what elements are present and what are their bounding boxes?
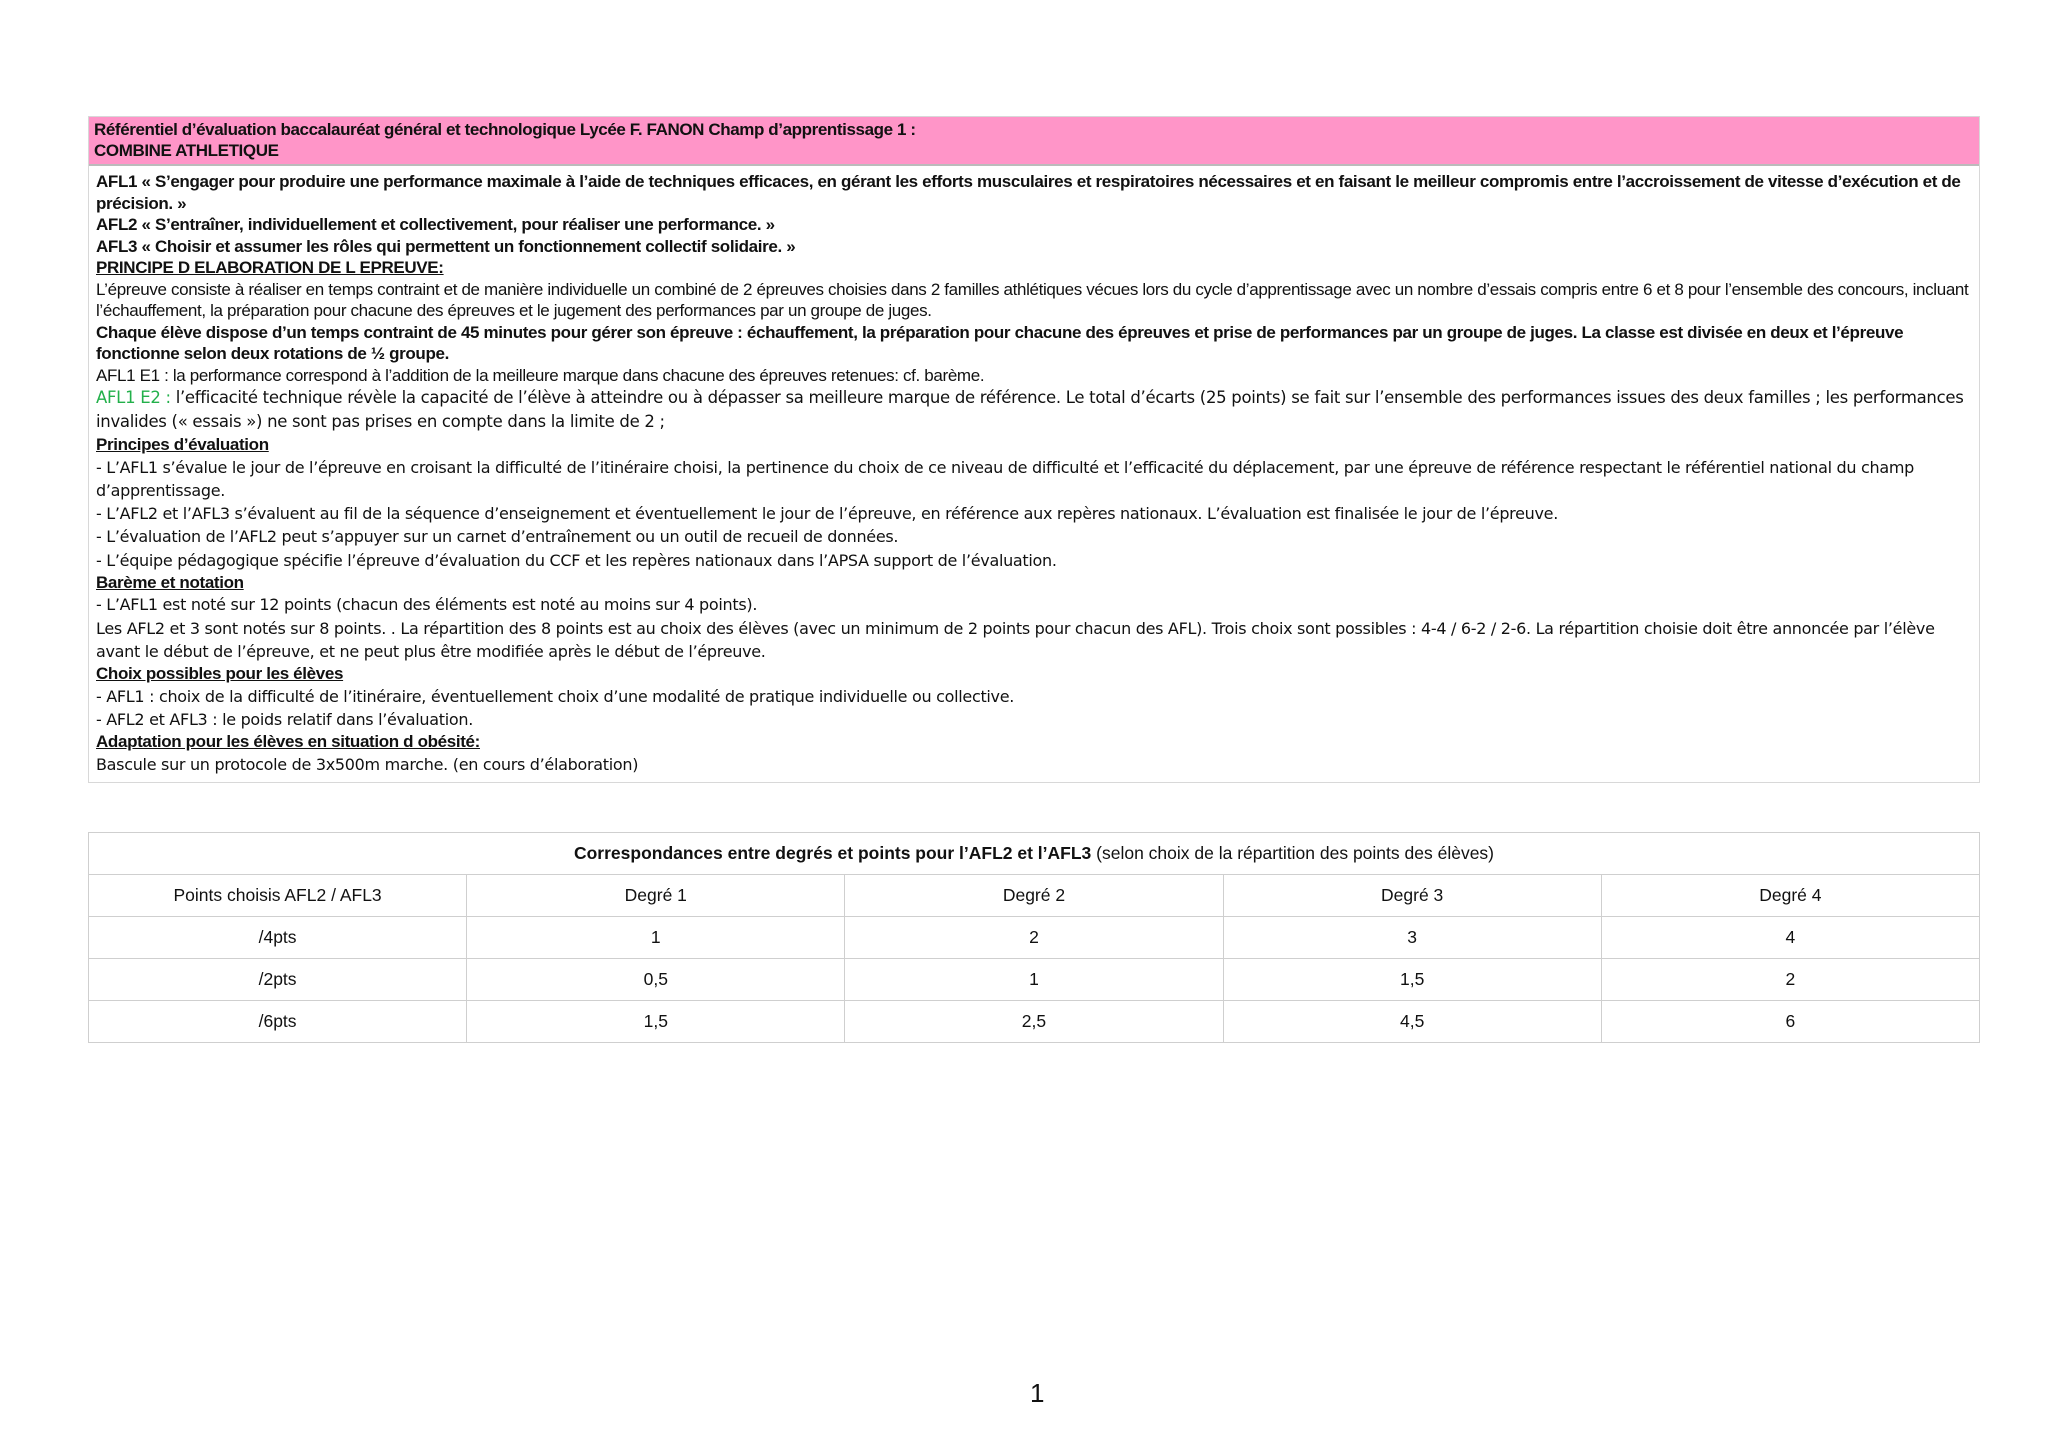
table-header-row bbox=[89, 875, 1980, 917]
table-cell: 1 bbox=[845, 959, 1223, 1001]
table-cell: 1 bbox=[467, 917, 845, 959]
table-cell: 0,5 bbox=[467, 959, 845, 1001]
table-cell: 6 bbox=[1601, 1001, 1979, 1043]
table-cell: 2,5 bbox=[845, 1001, 1223, 1043]
table-cell: 2 bbox=[1601, 959, 1979, 1001]
table-cell: /2pts bbox=[89, 959, 467, 1001]
principes-evaluation-item: - L’équipe pédagogique spécifie l’épreuve d’évaluation du CCF et les repères nationaux dans l’APSA support de l’évaluation. bbox=[96, 550, 1057, 570]
table-row bbox=[89, 959, 1980, 1001]
principe-title: PRINCIPE D ELABORATION DE L EPREUVE: bbox=[96, 258, 444, 277]
afl1-e2-label: AFL1 E2 : bbox=[96, 388, 171, 407]
principe-text-1: L’épreuve consiste à réaliser en temps contraint et de manière individuelle un combiné de 2 épreuves choisies dans 2 familles athlétiques vécues lors du cycle d’apprentissage avec un nombre d’essais compris entre 6 et 8 pour l’ensemble des concours, incluant l’échauffement, la préparation pour chacune des épreuves et le jugement des performances par un groupe de juges. bbox=[96, 279, 1969, 320]
adaptation-title: Adaptation pour les élèves en situation d obésité: bbox=[96, 732, 480, 752]
choix-title: Choix possibles pour les élèves bbox=[96, 664, 344, 684]
afl3-text: AFL3 « Choisir et assumer les rôles qui permettent un fonctionnement collectif solidaire. » bbox=[96, 236, 796, 256]
adaptation-text: Bascule sur un protocole de 3x500m marche. (en cours d’élaboration) bbox=[96, 754, 639, 774]
table-caption-rest: (selon choix de la répartition des points des élèves) bbox=[1091, 843, 1495, 863]
table-cell: /6pts bbox=[89, 1001, 467, 1043]
table-row bbox=[89, 917, 1980, 959]
table-cell: 4,5 bbox=[1223, 1001, 1601, 1043]
bareme-item: Les AFL2 et 3 sont notés sur 8 points. . La répartition des 8 points est au choix des élèves (avec un minimum de 2 points pour chacun des AFL). Trois choix sont possibles : 4-4 / 6-2 / 2-6. La répartition choisie doit être annoncée par l’élève avant le début de l’épreuve, et ne peut plus être modifiée après le début de l’épreuve. bbox=[96, 618, 1935, 662]
table-cell: 1,5 bbox=[1223, 959, 1601, 1001]
table-caption-bold: Correspondances entre degrés et points pour l’AFL2 et l’AFL3 bbox=[573, 843, 1092, 863]
table-row bbox=[89, 1001, 1980, 1043]
table-caption bbox=[89, 833, 1980, 875]
table-cell: 4 bbox=[1601, 917, 1979, 959]
table-cell: 1,5 bbox=[467, 1001, 845, 1043]
choix-item: - AFL1 : choix de la difficulté de l’itinéraire, éventuellement choix d’une modalité de pratique individuelle ou collective. bbox=[96, 686, 1015, 706]
table-cell: 3 bbox=[1223, 917, 1601, 959]
principes-evaluation-item: - L’AFL1 s’évalue le jour de l’épreuve en croisant la difficulté de l’itinéraire choisi, la pertinence du choix de ce niveau de difficulté et l’efficacité du déplacement, par une épreuve de référence respectant le référentiel national du champ d’apprentissage. bbox=[96, 457, 1914, 500]
principes-evaluation-item: - L’évaluation de l’AFL2 peut s’appuyer sur un carnet d’entraînement ou un outil de recueil de données. bbox=[96, 527, 899, 547]
afl1-e2-paragraph bbox=[96, 386, 1972, 434]
header-title: Référentiel d’évaluation baccalauréat général et technologique Lycée F. FANON Champ d’apprentissage 1 : bbox=[94, 120, 916, 139]
document-header bbox=[89, 117, 1979, 166]
table-cell: 2 bbox=[845, 917, 1223, 959]
afl1-e1-text: AFL1 E1 : la performance correspond à l’addition de la meilleure marque dans chacune des épreuves retenues: cf. barème. bbox=[96, 365, 985, 385]
principes-evaluation-item: - L’AFL2 et l’AFL3 s’évaluent au fil de la séquence d’enseignement et éventuellement le jour de l’épreuve, en référence aux repères nationaux. L’évaluation est finalisée le jour de l’épreuve. bbox=[96, 504, 1558, 524]
column-header: Degré 2 bbox=[845, 875, 1223, 917]
column-header: Points choisis AFL2 / AFL3 bbox=[89, 875, 467, 917]
choix-item: - AFL2 et AFL3 : le poids relatif dans l’évaluation. bbox=[96, 710, 473, 730]
evaluation-framework-box bbox=[88, 116, 1980, 783]
table-caption-row bbox=[89, 833, 1980, 875]
principes-evaluation-title: Principes d’évaluation bbox=[96, 435, 269, 454]
afl2-text: AFL2 « S’entraîner, individuellement et collectivement, pour réaliser une performance. » bbox=[96, 215, 775, 234]
column-header: Degré 4 bbox=[1601, 875, 1979, 917]
points-correspondence-table bbox=[88, 832, 1980, 1043]
bareme-title: Barème et notation bbox=[96, 572, 244, 592]
column-header: Degré 3 bbox=[1223, 875, 1601, 917]
column-header: Degré 1 bbox=[467, 875, 845, 917]
header-subtitle: COMBINE ATHLETIQUE bbox=[94, 141, 279, 160]
afl1-text: AFL1 « S’engager pour produire une performance maximale à l’aide de techniques efficaces, en gérant les efforts musculaires et respiratoires nécessaires et en faisant le meilleur compromis entre l’accroissement de vitesse d’exécution et de précision. » bbox=[96, 172, 1961, 213]
bareme-item: - L’AFL1 est noté sur 12 points (chacun des éléments est noté au moins sur 4 points). bbox=[96, 595, 758, 615]
afl1-e2-text: l’efficacité technique révèle la capacité de l’élève à atteindre ou à dépasser sa meilleure marque de référence. Le total d’écarts (25 points) se fait sur l’ensemble des performances issues des deux familles ; les performances invalides (« essais ») ne sont pas prises en compte dans la limite de 2 ; bbox=[96, 388, 1964, 431]
document-body bbox=[89, 166, 1979, 782]
principe-text-2: Chaque élève dispose d’un temps contraint de 45 minutes pour gérer son épreuve : échauffement, la préparation pour chacune des épreuves et prise de performances par un groupe de juges. La classe est divisée en deux et l’épreuve fonctionne selon deux rotations de ½ groupe. bbox=[96, 322, 1904, 363]
table-cell: /4pts bbox=[89, 917, 467, 959]
page-number: 1 bbox=[1030, 1378, 1045, 1408]
